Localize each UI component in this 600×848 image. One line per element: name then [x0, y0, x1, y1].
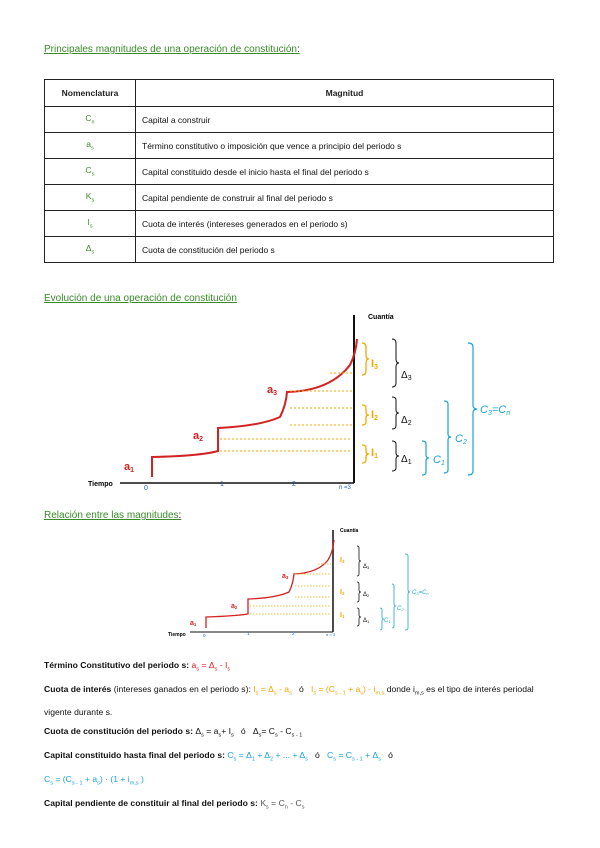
term-label-a1: a1	[190, 620, 197, 627]
capital-label-C1: C1	[384, 618, 391, 624]
table-row	[45, 107, 554, 133]
delta-label-3: $\Delta_3$	[401, 370, 412, 382]
evolution-diagram	[0, 305, 600, 505]
description-cell: Capital constituido desde el inicio hasta el final del periodo s	[136, 159, 554, 185]
section-title-relacion: Relación entre las magnitudes:	[44, 510, 182, 521]
header-nomenclatura: Nomenclatura	[45, 80, 136, 107]
table-row	[45, 237, 554, 263]
capital-label-C3: C3=Cn	[480, 404, 511, 417]
interest-label-I2: I2	[371, 409, 378, 422]
term-label-a3: a3	[282, 573, 289, 580]
delta-label-1: $\Delta_1$	[401, 454, 412, 466]
term-label-a2: a2	[193, 430, 204, 443]
symbol-cell: $C_n$	[45, 107, 136, 133]
delta-label-2: $\Delta_2$	[401, 415, 412, 427]
term-label-a3: a3	[267, 384, 278, 397]
capital-curve	[206, 540, 334, 628]
x-tick: 1	[220, 481, 224, 488]
description-cell: Término constitutivo o imposición que vence a principio del periodo s	[136, 133, 554, 159]
capital-label-C3: C3=Cn	[412, 590, 429, 596]
magnitudes-table	[44, 79, 554, 263]
x-tick: 2	[292, 481, 296, 488]
capital-label-C1: C1	[433, 454, 445, 467]
interest-label-I3: I3	[340, 557, 345, 564]
delta-label-1: Δ1	[363, 618, 370, 624]
y-axis-label: Cuantía	[368, 314, 394, 321]
term-label-a1: a1	[124, 461, 135, 474]
symbol-cell: $\Delta_s$	[45, 237, 136, 263]
formula-capital-pendiente: Capital pendiente de constituir al final del periodo s: $K_s = C_n - C_s$	[44, 797, 305, 811]
x-tick: 0	[144, 485, 148, 492]
interest-label-I3: I3	[371, 358, 378, 371]
x-tick: n =3	[339, 485, 351, 491]
x-axis-label: Tiempo	[88, 481, 113, 488]
header-magnitud: Magnitud	[136, 80, 554, 107]
table-row	[45, 185, 554, 211]
x-axis-label: Tiempo	[168, 632, 186, 638]
interest-label-I2: I2	[340, 589, 345, 596]
formulas-block	[44, 656, 559, 817]
x-tick: 2	[292, 631, 295, 636]
y-axis-label: Cuantía	[340, 528, 359, 534]
formula-capital-constituido: Capital constituido hasta final del periodo s: $C_s = \Delta_1 + \Delta_2$ + ... + $\Delta_s$ ó $C_s = C_{s - 1} + \Delta_s$ ó $C_s = (C_{s - 1} + a_s) \cdot (1 + i_{m,s}$ )	[44, 750, 393, 787]
table-row	[45, 159, 554, 185]
table-row	[45, 211, 554, 237]
section-title-magnitudes: Principales magnitudes de una operación de constitución:	[44, 44, 300, 55]
table-row	[45, 133, 554, 159]
capital-label-C2: C2	[397, 606, 404, 612]
x-tick: 1	[247, 631, 250, 636]
term-label-a2: a2	[231, 603, 238, 610]
formula-cuota-interes: Cuota de interés (intereses ganados en el periodo s): $I_s = \Delta_s - a_s$ ó $I_s = (C_{s - 1} + a_s) \cdot i_{m,s}$ donde $i_{m,s}$ es el tipo de interés periodal vigente durante s.	[44, 683, 534, 718]
symbol-cell: $a_s$	[45, 133, 136, 159]
x-tick: n = 3	[326, 632, 336, 637]
capital-label-C2: C2	[455, 433, 467, 446]
table-header-row	[45, 80, 554, 107]
symbol-cell: $C_s$	[45, 159, 136, 185]
section-title-evolucion: Evolución de una operación de constitución	[44, 293, 237, 304]
formula-termino-constitutivo: Término Constitutivo del periodo s: $a_s = \Delta_s - I_s$	[44, 660, 231, 673]
interest-label-I1: I1	[371, 447, 378, 460]
formula-cuota-constitucion: Cuota de constitución del periodo s: $\Delta_s = a_s+ I_s$ ó $\Delta_s= C_s - C_{s - 1}$	[44, 726, 303, 740]
relation-diagram	[0, 524, 600, 649]
x-tick: 0	[203, 633, 206, 638]
symbol-cell: $I_s$	[45, 211, 136, 237]
description-cell: Capital a construir	[136, 107, 554, 133]
symbol-cell: $K_s$	[45, 185, 136, 211]
delta-label-3: Δ3	[363, 564, 370, 570]
description-cell: Cuota de interés (intereses generados en el periodo s)	[136, 211, 554, 237]
delta-label-2: Δ2	[363, 592, 370, 598]
interest-label-I1: I1	[340, 612, 345, 619]
description-cell: Cuota de constitución del periodo s	[136, 237, 554, 263]
description-cell: Capital pendiente de construir al final del periodo s	[136, 185, 554, 211]
